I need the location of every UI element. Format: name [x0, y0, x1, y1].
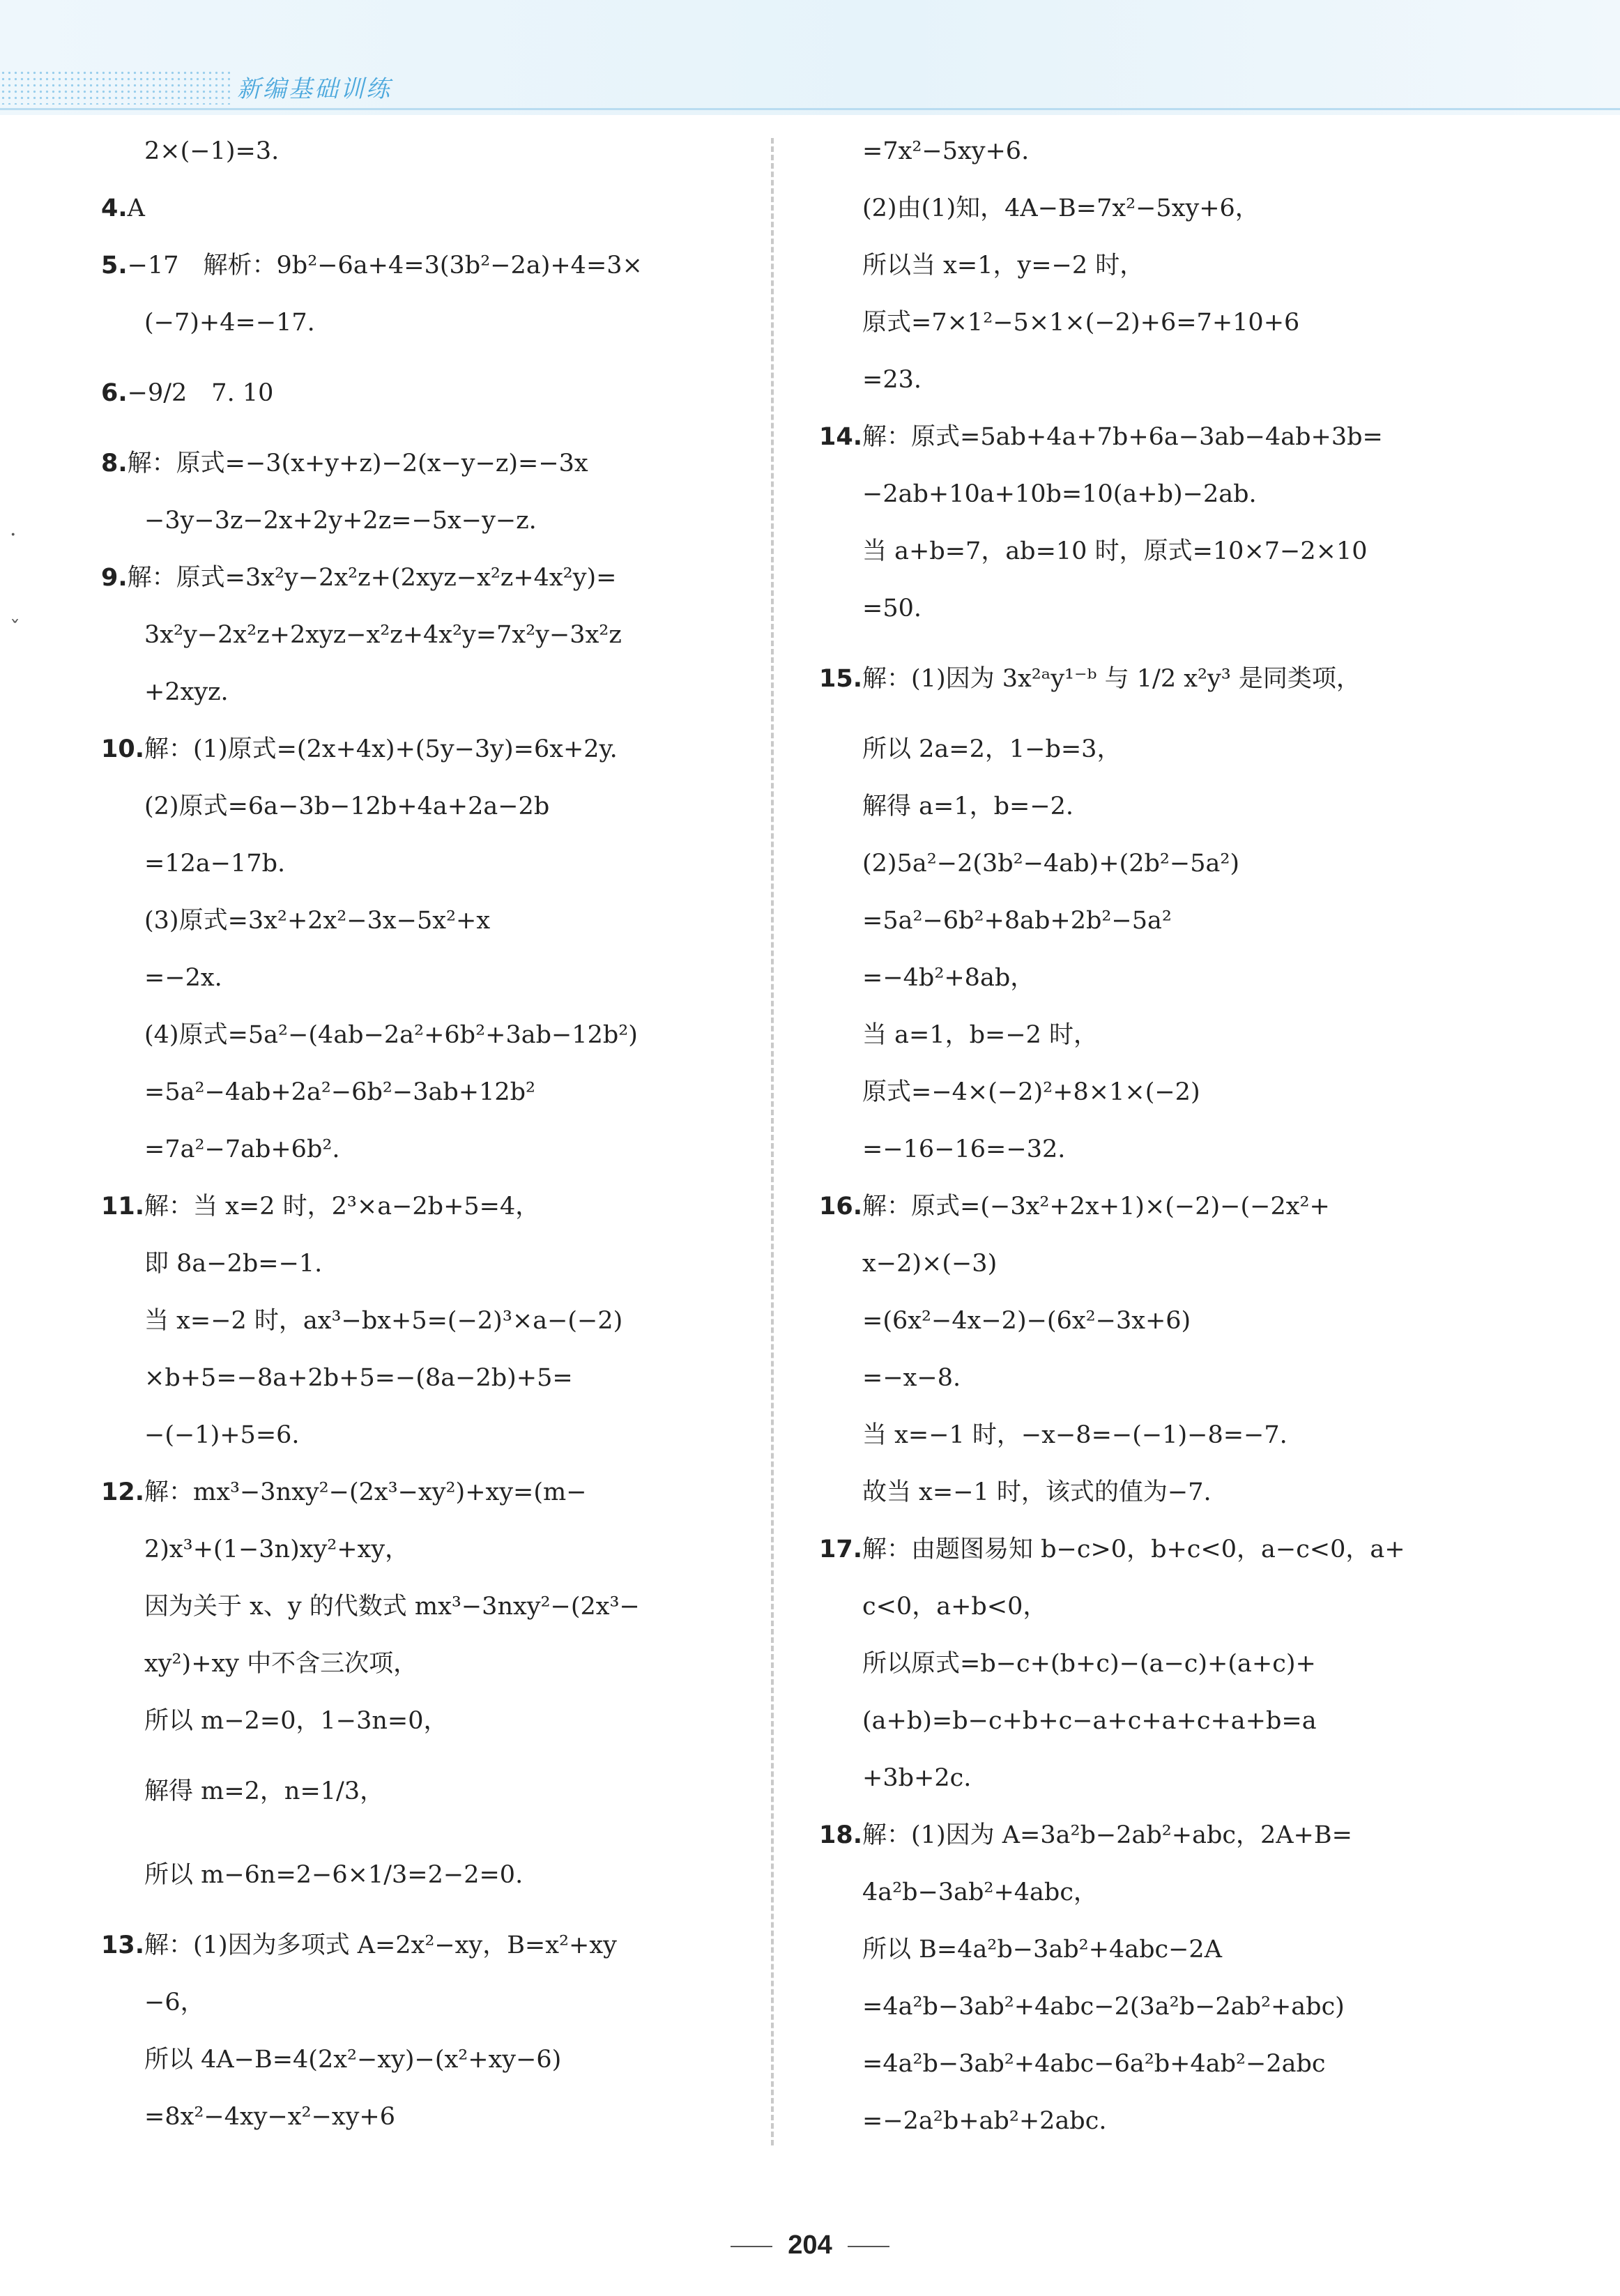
answer-text: 解：由题图易知 b−c>0，b+c<0，a−c<0，a+: [862, 1536, 1405, 1563]
answer-text: 解：原式=3x²y−2x²z+(2xyz−x²z+4x²y)=: [127, 564, 617, 592]
question-number: 11.: [101, 1193, 145, 1220]
answer-line: [819, 949, 1446, 1007]
answer-text: +2xyz.: [144, 678, 229, 706]
answer-line: [819, 1750, 1446, 1807]
margin-tick: ˇ: [10, 617, 20, 641]
answer-line: [819, 2035, 1446, 2092]
answer-text: =8x²−4xy−x²−xy+6: [144, 2103, 395, 2131]
answer-text: 因为关于 x、y 的代数式 mx³−3nxy²−(2x³−: [144, 1593, 640, 1621]
answer-line: [101, 606, 728, 664]
answer-text: (3)原式=3x²+2x²−3x−5x²+x: [144, 907, 491, 935]
question-number: 12.: [101, 1478, 145, 1506]
answer-text: 解：原式=−3(x+y+z)−2(x−y−z)=−3x: [127, 450, 588, 477]
answer-line: [819, 1292, 1446, 1349]
answer-text: 所以当 x=1，y=−2 时，: [862, 252, 1145, 280]
answer-line: [101, 1521, 728, 1578]
answer-line: [101, 1121, 728, 1178]
answer-line: [101, 664, 728, 721]
answer-text: −2ab+10a+10b=10(a+b)−2ab.: [862, 480, 1257, 508]
answer-line: [819, 351, 1446, 408]
answer-line: [819, 1807, 1446, 1864]
answer-text: 解：(1)因为多项式 A=2x²−xy，B=x²+xy: [144, 1931, 617, 1959]
answer-text: 解得 a=1，b=−2.: [862, 793, 1074, 820]
answer-line: [819, 637, 1446, 721]
answer-text: 2)x³+(1−3n)xy²+xy，: [144, 1536, 410, 1563]
answer-line: [819, 721, 1446, 778]
book-title: 新编基础训练: [237, 75, 392, 103]
answer-line: [101, 492, 728, 549]
answer-line: [101, 1464, 728, 1521]
answer-text: =(6x²−4x−2)−(6x²−3x+6): [862, 1307, 1191, 1335]
answer-line: [819, 1235, 1446, 1292]
answer-text: 所以 m−6n=2−6×1/3=2−2=0.: [144, 1861, 524, 1889]
answer-text: ×b+5=−8a+2b+5=−(8a−2b)+5=: [144, 1364, 573, 1392]
footer-dash-right: [848, 2246, 889, 2247]
answer-text: 2×(−1)=3.: [144, 137, 280, 165]
question-number: 13.: [101, 1931, 145, 1959]
answer-text: (−7)+4=−17.: [144, 309, 315, 337]
answer-line: [819, 1407, 1446, 1464]
answer-line: [819, 180, 1446, 237]
answer-line: [819, 466, 1446, 523]
answer-line: [101, 2088, 728, 2145]
answer-line: [819, 1464, 1446, 1521]
answer-text: 即 8a−2b=−1.: [144, 1250, 323, 1278]
answer-line: [101, 835, 728, 892]
answer-text: 解：(1)因为 A=3a²b−2ab²+abc，2A+B=: [862, 1821, 1352, 1849]
answer-text: −3y−3z−2x+2y+2z=−5x−y−z.: [144, 507, 537, 535]
answer-line: [101, 180, 728, 237]
left-answer-column: [101, 123, 728, 2145]
answer-text: 解：mx³−3nxy²−(2x³−xy²)+xy=(m−: [144, 1478, 587, 1506]
answer-text: =4a²b−3ab²+4abc−2(3a²b−2ab²+abc): [862, 1993, 1345, 2021]
answer-text: =5a²−4ab+2a²−6b²−3ab+12b²: [144, 1078, 536, 1106]
answer-line: [101, 549, 728, 606]
answer-line: [819, 1978, 1446, 2035]
answer-text: −(−1)+5=6.: [144, 1421, 300, 1449]
answer-line: [101, 1635, 728, 1692]
answer-text: =12a−17b.: [144, 850, 286, 878]
answer-text: 3x²y−2x²z+2xyz−x²z+4x²y=7x²y−3x²z: [144, 621, 622, 649]
answer-text: 解：(1)因为 3x²ᵃy¹⁻ᵇ 与 1/2 x²y³ 是同类项，: [862, 665, 1361, 693]
answer-text: =4a²b−3ab²+4abc−6a²b+4ab²−2abc: [862, 2050, 1326, 2078]
answer-line: [101, 2031, 728, 2088]
answer-line: [101, 1064, 728, 1121]
answer-text: (2)由(1)知，4A−B=7x²−5xy+6，: [862, 194, 1260, 222]
answer-text: =7x²−5xy+6.: [862, 137, 1030, 165]
answer-line: [819, 1178, 1446, 1235]
answer-text: 所以 m−2=0，1−3n=0，: [144, 1707, 448, 1735]
answer-line: [101, 237, 728, 294]
answer-text: 原式=−4×(−2)²+8×1×(−2): [862, 1078, 1200, 1106]
question-number: 8.: [101, 450, 128, 477]
answer-text: 所以 4A−B=4(2x²−xy)−(x²+xy−6): [144, 2046, 562, 2074]
answer-line: [101, 1692, 728, 1750]
answer-text: =23.: [862, 366, 922, 394]
answer-line: [101, 721, 728, 778]
answer-text: =50.: [862, 595, 922, 622]
answer-text: −6，: [144, 1989, 205, 2016]
answer-line: [101, 778, 728, 835]
answer-text: 当 a=1，b=−2 时，: [862, 1021, 1099, 1049]
answer-line: [819, 1349, 1446, 1407]
answer-line: [101, 1407, 728, 1464]
answer-text: 解：当 x=2 时，2³×a−2b+5=4，: [144, 1193, 540, 1220]
answer-line: [819, 892, 1446, 949]
answer-text: =−16−16=−32.: [862, 1135, 1066, 1163]
answer-text: +3b+2c.: [862, 1764, 972, 1792]
answer-line: [819, 1692, 1446, 1750]
question-number: 14.: [819, 423, 863, 451]
answer-text: 解得 m=2，n=1/3，: [144, 1777, 385, 1805]
answer-line: [819, 237, 1446, 294]
answer-text: (2)5a²−2(3b²−4ab)+(2b²−5a²): [862, 850, 1240, 878]
question-number: 6.: [101, 379, 128, 407]
question-number: 5.: [101, 252, 128, 280]
question-number: 18.: [819, 1821, 863, 1849]
answer-text: 当 x=−1 时，−x−8=−(−1)−8=−7.: [862, 1421, 1287, 1449]
answer-line: [101, 351, 728, 435]
question-number: 16.: [819, 1193, 863, 1220]
margin-dot: ·: [10, 523, 17, 547]
answer-text: −9/2 7. 10: [127, 379, 274, 407]
answer-line: [819, 1521, 1446, 1578]
answer-line: [101, 1292, 728, 1349]
answer-line: [101, 294, 728, 351]
answer-line: [819, 2092, 1446, 2150]
footer-dash-left: [731, 2246, 772, 2247]
question-number: 4.: [101, 194, 128, 222]
answer-line: [819, 1578, 1446, 1635]
answer-text: 解：原式=(−3x²+2x+1)×(−2)−(−2x²+: [862, 1193, 1330, 1220]
header-dot-pattern: [0, 70, 230, 105]
answer-text: =5a²−6b²+8ab+2b²−5a²: [862, 907, 1172, 935]
page-footer: [0, 2230, 1620, 2260]
answer-line: [101, 1917, 728, 1974]
answer-line: [819, 523, 1446, 580]
question-number: 9.: [101, 564, 128, 592]
question-number: 17.: [819, 1536, 863, 1563]
page-header: [0, 0, 1620, 115]
answer-line: [101, 892, 728, 949]
answer-line: [819, 580, 1446, 637]
answer-text: 当 x=−2 时，ax³−bx+5=(−2)³×a−(−2): [144, 1307, 623, 1335]
answer-line: [819, 294, 1446, 351]
answer-line: [819, 123, 1446, 180]
answer-line: [101, 1833, 728, 1917]
answer-text: 所以 B=4a²b−3ab²+4abc−2A: [862, 1936, 1222, 1964]
answer-line: [101, 1750, 728, 1833]
answer-line: [101, 435, 728, 492]
answer-text: xy²)+xy 中不含三次项，: [144, 1650, 418, 1678]
answer-text: (4)原式=5a²−(4ab−2a²+6b²+3ab−12b²): [144, 1021, 638, 1049]
answer-text: 当 a+b=7，ab=10 时，原式=10×7−2×10: [862, 537, 1368, 565]
answer-line: [819, 408, 1446, 466]
header-rule: [0, 108, 1620, 110]
answer-line: [819, 1064, 1446, 1121]
answer-text: 所以原式=b−c+(b+c)−(a−c)+(a+c)+: [862, 1650, 1316, 1678]
answer-text: =7a²−7ab+6b².: [144, 1135, 340, 1163]
answer-text: 4a²b−3ab²+4abc，: [862, 1878, 1098, 1906]
answer-text: 原式=7×1²−5×1×(−2)+6=7+10+6: [862, 309, 1300, 337]
answer-text: =−2x.: [144, 964, 222, 992]
answer-line: [101, 123, 728, 180]
answer-line: [819, 1007, 1446, 1064]
answer-line: [101, 1178, 728, 1235]
answer-line: [101, 1349, 728, 1407]
answer-line: [101, 1974, 728, 2031]
answer-text: (2)原式=6a−3b−12b+4a+2a−2b: [144, 793, 550, 820]
answer-text: 故当 x=−1 时，该式的值为−7.: [862, 1478, 1212, 1506]
answer-line: [819, 835, 1446, 892]
answer-text: =−4b²+8ab，: [862, 964, 1035, 992]
question-number: 10.: [101, 735, 145, 763]
answer-line: [819, 1635, 1446, 1692]
answer-text: c<0，a+b<0，: [862, 1593, 1048, 1621]
answer-line: [101, 1235, 728, 1292]
page-number: 204: [788, 2230, 832, 2260]
column-divider: [771, 138, 774, 2145]
answer-line: [819, 778, 1446, 835]
answer-text: −17 解析：9b²−6a+4=3(3b²−2a)+4=3×: [127, 252, 643, 280]
answer-text: (a+b)=b−c+b+c−a+c+a+c+a+b=a: [862, 1707, 1317, 1735]
answer-text: A: [127, 194, 145, 222]
answer-text: 解：(1)原式=(2x+4x)+(5y−3y)=6x+2y.: [144, 735, 618, 763]
answer-line: [101, 1578, 728, 1635]
right-answer-column: [819, 123, 1446, 2150]
answer-line: [819, 1121, 1446, 1178]
answer-line: [819, 1921, 1446, 1978]
answer-text: 所以 2a=2，1−b=3，: [862, 735, 1122, 763]
answer-line: [101, 949, 728, 1007]
question-number: 15.: [819, 665, 863, 693]
answer-text: x−2)×(−3): [862, 1250, 998, 1278]
answer-text: 解：原式=5ab+4a+7b+6a−3ab−4ab+3b=: [862, 423, 1383, 451]
answer-line: [101, 1007, 728, 1064]
answer-line: [819, 1864, 1446, 1921]
answer-text: =−2a²b+ab²+2abc.: [862, 2107, 1107, 2135]
answer-text: =−x−8.: [862, 1364, 961, 1392]
